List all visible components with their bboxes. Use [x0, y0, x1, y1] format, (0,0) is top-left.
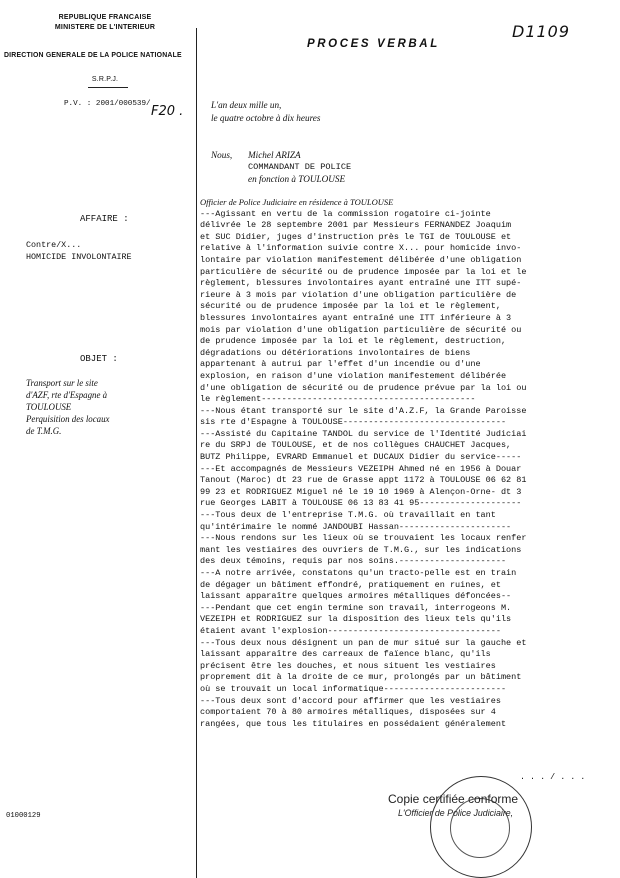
body-line: dégradations ou détériorations involontaires de biens — [200, 347, 471, 358]
body-line: ---Nous rendons sur les lieux où se trouvaient les locaux renfer — [200, 533, 527, 544]
continuation-mark: . . . / . . . — [520, 772, 586, 782]
column-divider — [196, 28, 197, 878]
body-line: des deux témoins, requis par nos soins.--------------------- — [200, 556, 507, 567]
body-line: rue Georges LABIT à TOULOUSE 06 13 83 41 95-------------------- — [200, 498, 522, 509]
body-line: appartenant à autrui par l'effet d'un incendie ou d'une — [200, 359, 481, 370]
body-line: BUTZ Philippe, EVRARD Emmanuel et DUCAUX Didier du service----- — [200, 452, 522, 463]
body-line: ---A notre arrivée, constatons qu'un tracto-pelle est en train — [200, 568, 517, 578]
affaire-line-1: Contre/X... — [26, 240, 82, 250]
body-line: comportaient 70 à 80 armoires métalliques, disposées sur 4 — [200, 707, 496, 718]
body-line: Tanout (Maroc) dt 23 rue de Grasse appt 1172 à TOULOUSE 06 62 81 — [200, 475, 527, 486]
officer-rank: COMMANDANT DE POLICE — [248, 162, 352, 172]
objet-line-4: Perquisition des locaux — [26, 414, 110, 424]
body-line: laissant apparaître des carreaux de faïence blanc, qu'ils — [200, 649, 491, 660]
objet-line-5: de T.M.G. — [26, 426, 62, 436]
body-line: particulière de sécurité ou de prudence imposée par la loi et le — [200, 266, 527, 277]
objet-line-1: Transport sur le site — [26, 378, 98, 388]
body-line: blessures involontaires ayant entraîné une ITT inférieure à 3 — [200, 312, 512, 323]
body-line: 99 23 et RODRIGUEZ Miguel né le 19 10 1969 à Alençon-Orne- dt 3 — [200, 486, 522, 497]
ministere-label: MINISTERE DE L'INTERIEUR — [54, 24, 156, 31]
body-line: rangées, que tous les titulaires en possédaient généralement — [200, 718, 507, 729]
officer-name: Michel ARIZA — [248, 150, 301, 160]
pv-number: P.V. : 2001/000539/ — [64, 100, 151, 108]
body-line: ---Nous étant transporté sur le site d'A.Z.F, la Grande Paroisse — [200, 405, 527, 416]
body-line: règlement, blessures involontaires ayant entraîné une ITT supé- — [200, 278, 522, 289]
body-line: proprement dit à la droite de ce mur, prolongés par un bâtiment — [200, 672, 522, 683]
affaire-label: AFFAIRE : — [80, 214, 129, 224]
body-line: mant les vestiaires des ouvriers de T.M.G., sur les indications — [200, 544, 522, 555]
body-line: ---Pendant que cet engin termine son travail, interrogeons M. — [200, 602, 512, 613]
body-line: et SUC Didier, juges d'instruction près le TGI de TOULOUSE et — [200, 231, 512, 242]
srpj-label: S.R.P.J. — [91, 76, 119, 83]
objet-line-2: d'AZF, rte d'Espagne à — [26, 390, 108, 400]
body-line: ---Agissant en vertu de la commission rogatoire ci-jointe — [200, 208, 491, 219]
republique-label: REPUBLIQUE FRANCAISE — [58, 14, 152, 21]
body-line: relative à l'information suivie contre X... pour homicide invo- — [200, 243, 522, 254]
page-title: PROCES VERBAL — [307, 38, 440, 50]
srpj-underline — [88, 87, 128, 88]
body-line: ---Tous deux de l'entreprise T.M.G. où travaillait en tant — [200, 510, 496, 521]
affaire-line-2: HOMICIDE INVOLONTAIRE — [26, 252, 132, 262]
body-line: ---Assisté du Capitaine TANDOL du service de l'Identité Judiciai — [200, 428, 527, 439]
procedure-body — [200, 197, 612, 730]
body-line: explosion, en raison d'une violation manifestement délibérée — [200, 370, 507, 381]
body-line: laissant apparaître quelques armoires métalliques défoncées-- — [200, 591, 512, 602]
officer-function: en fonction à TOULOUSE — [248, 174, 346, 184]
body-line: ---Tous deux sont d'accord pour affirmer que les vestiaires — [200, 695, 501, 706]
body-line: de prudence imposée par la loi et le règlement, destruction, — [200, 336, 507, 347]
body-line: sis rte d'Espagne à TOULOUSE-------------------------------- — [200, 417, 507, 428]
pv-handwritten-ref: F20 . — [151, 104, 184, 119]
intro-date-line1: L'an deux mille un, — [211, 100, 282, 110]
body-line: d'une obligation de sécurité ou de prudence prévue par la loi ou — [200, 382, 527, 393]
body-line: où se trouvait un local informatique------------------------ — [200, 683, 507, 694]
footer-code: 01000129 — [6, 812, 41, 820]
body-line: ---Tous deux nous désignent un pan de mur situé sur la gauche et — [200, 637, 527, 648]
body-line: rieure à 3 mois par violation d'une obligation particulière de — [200, 289, 517, 300]
body-line: mois par violation d'une obligation particulière de sécurité ou — [200, 324, 522, 335]
direction-label: DIRECTION GENERALE DE LA POLICE NATIONALE — [4, 52, 182, 59]
body-line: qu'intérimaire le nommé JANDOUBI Hassan---------------------- — [200, 521, 512, 532]
objet-line-3: TOULOUSE — [26, 402, 72, 412]
body-line: ---Et accompagnés de Messieurs VEZEIPH Ahmed né en 1956 à Douar — [200, 463, 522, 474]
stamp-certified-copy: Copie certifiée conforme — [388, 792, 519, 806]
official-seal-inner — [450, 798, 510, 858]
body-line: re du SRPJ de TOULOUSE, et de nos collègues CHAUCHET Jacques, — [200, 440, 512, 451]
objet-label: OBJET : — [80, 354, 118, 364]
stamp-officer-line: L'Officier de Police Judiciaire, — [398, 808, 514, 818]
body-line: Officier de Police Judiciaire en résidence à TOULOUSE — [200, 197, 394, 207]
body-line: lontaire par violation manifestement délibérée d'une obligation — [200, 254, 522, 265]
document-reference: D1109 — [512, 22, 571, 41]
body-line: le règlement------------------------------------------ — [200, 394, 476, 405]
officer-prefix: Nous, — [211, 150, 233, 160]
body-line: délivrée le 28 septembre 2001 par Messieurs FERNANDEZ Joaquim — [200, 220, 512, 231]
body-line: VEZEIPH et RODRIGUEZ sur la disposition des lieux tels qu'ils — [200, 614, 512, 625]
body-line: sécurité ou de prudence imposée par la loi et le règlement, — [200, 301, 501, 312]
intro-date-line2: le quatre octobre à dix heures — [211, 113, 321, 123]
body-line: de dégager un bâtiment effondré, pratiquement en ruines, et — [200, 579, 501, 590]
body-line: étaient avant l'explosion---------------------------------- — [200, 625, 501, 636]
body-line: précisent être les douches, et nous situent les vestiaires — [200, 660, 496, 671]
